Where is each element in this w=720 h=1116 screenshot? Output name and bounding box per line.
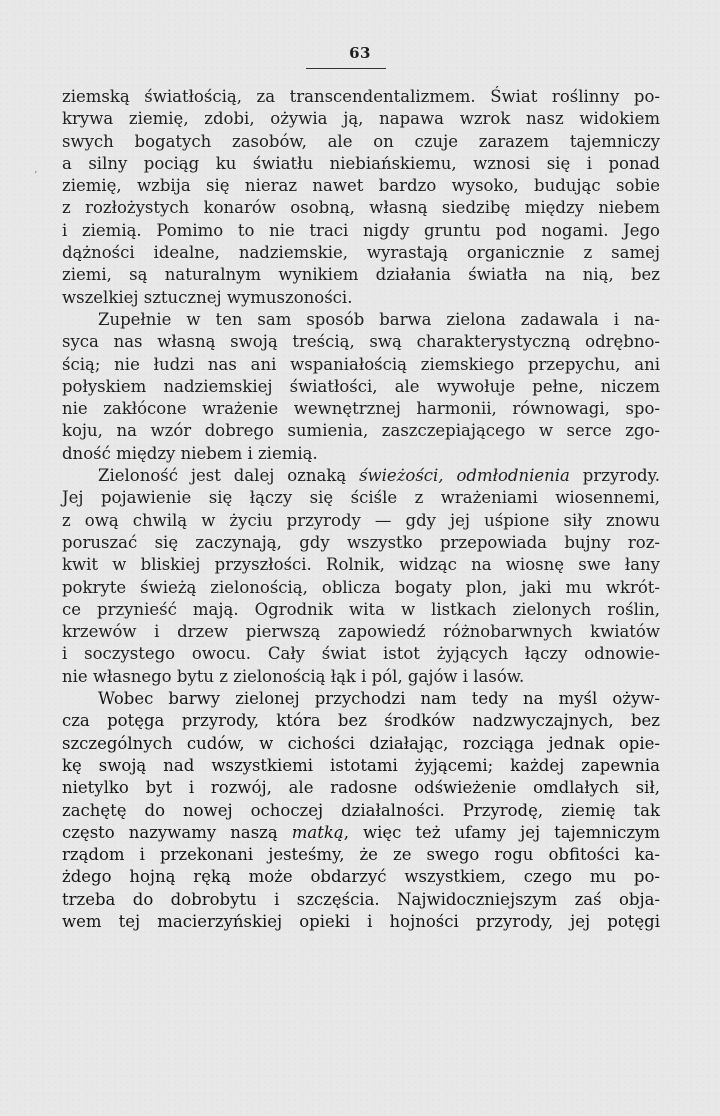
text-line: szczególnych cudów, w cichości działając, rozciąga jednak opie- (62, 733, 660, 753)
text-line: połyskiem nadziemskiej światłości, ale wywołuje pełne, niczem (62, 376, 660, 396)
text-line: z ową chwilą w życiu przyrody — gdy jej uśpione siły znowu (62, 510, 660, 530)
text-line: ce przynieść mają. Ogrodnik wita w listkach zielonych roślin, (62, 599, 660, 619)
text-line: kwit w bliskiej przyszłości. Rolnik, widząc na wiosnę swe łany (62, 555, 660, 575)
text-line: nie zakłócone wrażenie wewnętrznej harmonii, równowagi, spo- (62, 399, 660, 419)
text-line: koju, na wzór dobrego sumienia, zaszczepiającego w serce zgo- (62, 421, 660, 441)
text-line: nie własnego bytu z zielonością łąk i pól, gajów i lasów. (62, 666, 525, 686)
text-line: nietylko byt i rozwój, ale radosne odświeżenie omdlałych sił, (62, 778, 660, 798)
text-line: z rozłożystych konarów osobną, własną siedzibę między niebem (62, 198, 660, 218)
text-line: wszelkiej sztucznej wymuszoności. (62, 287, 353, 307)
text-line: kę swoją nad wszystkiemi istotami żyjącemi; każdej zapewnia (62, 755, 660, 775)
text-line: zachętę do nowej ochoczej działalności. Przyrodę, ziemię tak (62, 800, 660, 820)
text-run: Zieloność jest dalej oznaką (98, 466, 360, 486)
text-line: syca nas własną swoją treścią, swą charakterystyczną odrębno- (62, 332, 660, 352)
text-line: rządom i przekonani jesteśmy, że ze swego rogu obfitości ka- (62, 845, 660, 865)
body-text (62, 86, 660, 933)
text-line: i ziemią. Pomimo to nie traci nigdy gruntu pod nogami. Jego (62, 220, 660, 240)
paragraph-first-line (62, 465, 660, 487)
text-line: krzewów i drzew pierwszą zapowiedź różnobarwnych kwiatów (62, 622, 660, 642)
text-line: a silny pociąg ku światłu niebiańskiemu, wznosi się i ponad (62, 153, 660, 173)
text-line: pokryte świeżą zielonością, oblicza bogaty plon, jaki mu wkrót- (62, 577, 660, 597)
text-line: dność między niebem i ziemią. (62, 443, 318, 463)
italic-term: odmłodnienia (456, 466, 570, 486)
text-line: cza potęga przyrody, która bez środków nadzwyczajnych, bez (62, 711, 660, 731)
text-run: , więc też ufamy jej tajemniczym (343, 822, 660, 842)
text-line: dążności idealne, nadziemskie, wyrastają organicznie z samej (62, 243, 660, 263)
text-line (62, 822, 660, 844)
text-line: żdego hojną ręką może obdarzyć wszystkiem, czego mu po- (62, 867, 660, 887)
text-line: i soczystego owocu. Cały świat istot żyjących łączy odnowie- (62, 644, 660, 664)
text-run (444, 466, 457, 485)
text-line: Jej pojawienie się łączy się ściśle z wrażeniami wiosennemi, (62, 488, 660, 508)
text-line: swych bogatych zasobów, ale on czuje zarazem tajemniczy (62, 131, 660, 151)
text-line: wem tej macierzyńskiej opieki i hojności przyrody, jej potęgi (62, 911, 660, 931)
text-line: trzeba do dobrobytu i szczęścia. Najwidoczniejszym zaś obja- (62, 889, 660, 909)
text-line: ziemską światłością, za transcendentalizmem. Świat roślinny po- (62, 87, 660, 106)
paragraph-first-line: Zupełnie w ten sam sposób barwa zielona zadawala i na- (98, 309, 660, 329)
paragraph-first-line: Wobec barwy zielonej przychodzi nam tedy na myśl ożyw- (98, 689, 660, 709)
text-line: poruszać się zaczynają, gdy wszystko przepowiada bujny roz- (62, 532, 660, 552)
page-number: 63 (349, 44, 371, 62)
text-run: przyrody. (569, 466, 660, 486)
text-line: krywa ziemię, zdobi, ożywia ją, napawa wzrok nasz widokiem (62, 109, 660, 129)
margin-mark: ʼ (34, 171, 37, 181)
text-line: ziemi, są naturalnym wynikiem działania światła na nią, bez (62, 265, 660, 285)
text-run: często nazywamy naszą (62, 822, 292, 842)
page-number-rule (306, 68, 386, 69)
text-line: ścią; nie łudzi nas ani wspaniałością ziemskiego przepychu, ani (62, 354, 660, 374)
text-line: ziemię, wzbija się nieraz nawet bardzo wysoko, budując sobie (62, 176, 660, 196)
italic-term: świeżości, (359, 466, 444, 486)
italic-term: matką (291, 822, 344, 842)
